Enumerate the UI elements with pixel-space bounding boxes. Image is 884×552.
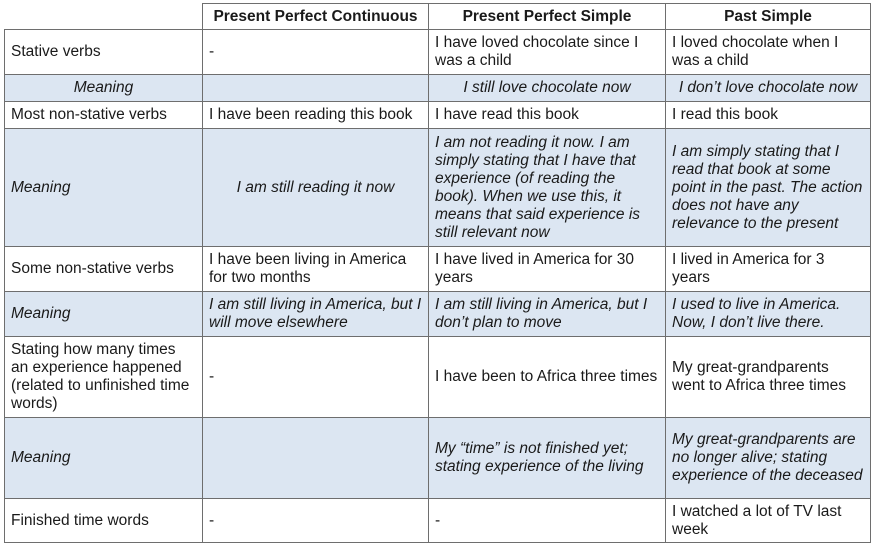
table-row (5, 30, 871, 75)
table-cell (203, 418, 429, 499)
table-cell: I have lived in America for 30 years (429, 247, 666, 292)
header-blank-cell (5, 4, 203, 30)
row-label: Finished time words (5, 499, 203, 543)
table-cell: I am still living in America, but I will move elsewhere (203, 292, 429, 337)
table-cell: I still love chocolate now (429, 75, 666, 102)
table-cell: I am still living in America, but I don’t plan to move (429, 292, 666, 337)
row-label: Some non-stative verbs (5, 247, 203, 292)
meaning-row (5, 292, 871, 337)
table-cell: I read this book (666, 102, 871, 129)
table-cell: My “time” is not finished yet; stating experience of the living (429, 418, 666, 499)
table-row (5, 499, 871, 543)
table-cell: I have been reading this book (203, 102, 429, 129)
meaning-row (5, 75, 871, 102)
table-cell: I loved chocolate when I was a child (666, 30, 871, 75)
row-label: Stative verbs (5, 30, 203, 75)
table-cell: I have been to Africa three times (429, 337, 666, 418)
table-cell: I have been living in America for two months (203, 247, 429, 292)
row-label: Stating how many times an experience happened (related to unfinished time words) (5, 337, 203, 418)
table-row (5, 337, 871, 418)
table-cell: My great-grandparents are no longer alive; stating experience of the deceased (666, 418, 871, 499)
table-cell: My great-grandparents went to Africa three times (666, 337, 871, 418)
table-cell: I lived in America for 3 years (666, 247, 871, 292)
meaning-label: Meaning (5, 292, 203, 337)
header-past-simple: Past Simple (666, 4, 871, 30)
table-cell: I watched a lot of TV last week (666, 499, 871, 543)
meaning-label: Meaning (5, 129, 203, 247)
table-cell: - (429, 499, 666, 543)
meaning-label: Meaning (5, 418, 203, 499)
table-cell (203, 75, 429, 102)
table-cell: I don’t love chocolate now (666, 75, 871, 102)
table-cell: I have read this book (429, 102, 666, 129)
table-cell: I have loved chocolate since I was a child (429, 30, 666, 75)
table-cell: I am still reading it now (203, 129, 429, 247)
table-row (5, 247, 871, 292)
row-label: Most non-stative verbs (5, 102, 203, 129)
header-present-perfect-continuous: Present Perfect Continuous (203, 4, 429, 30)
table-cell: I am not reading it now. I am simply stating that I have that experience (of reading the book). When we use this, it means that said experience is still relevant now (429, 129, 666, 247)
header-row (5, 4, 871, 30)
meaning-row (5, 129, 871, 247)
table-cell: - (203, 499, 429, 543)
table-row (5, 102, 871, 129)
meaning-row (5, 418, 871, 499)
header-present-perfect-simple: Present Perfect Simple (429, 4, 666, 30)
table-cell: - (203, 30, 429, 75)
table-cell: I used to live in America. Now, I don’t live there. (666, 292, 871, 337)
grammar-comparison-table (4, 3, 871, 543)
table-cell: I am simply stating that I read that book at some point in the past. The action does not have any relevance to the present (666, 129, 871, 247)
meaning-label: Meaning (5, 75, 203, 102)
table-cell: - (203, 337, 429, 418)
